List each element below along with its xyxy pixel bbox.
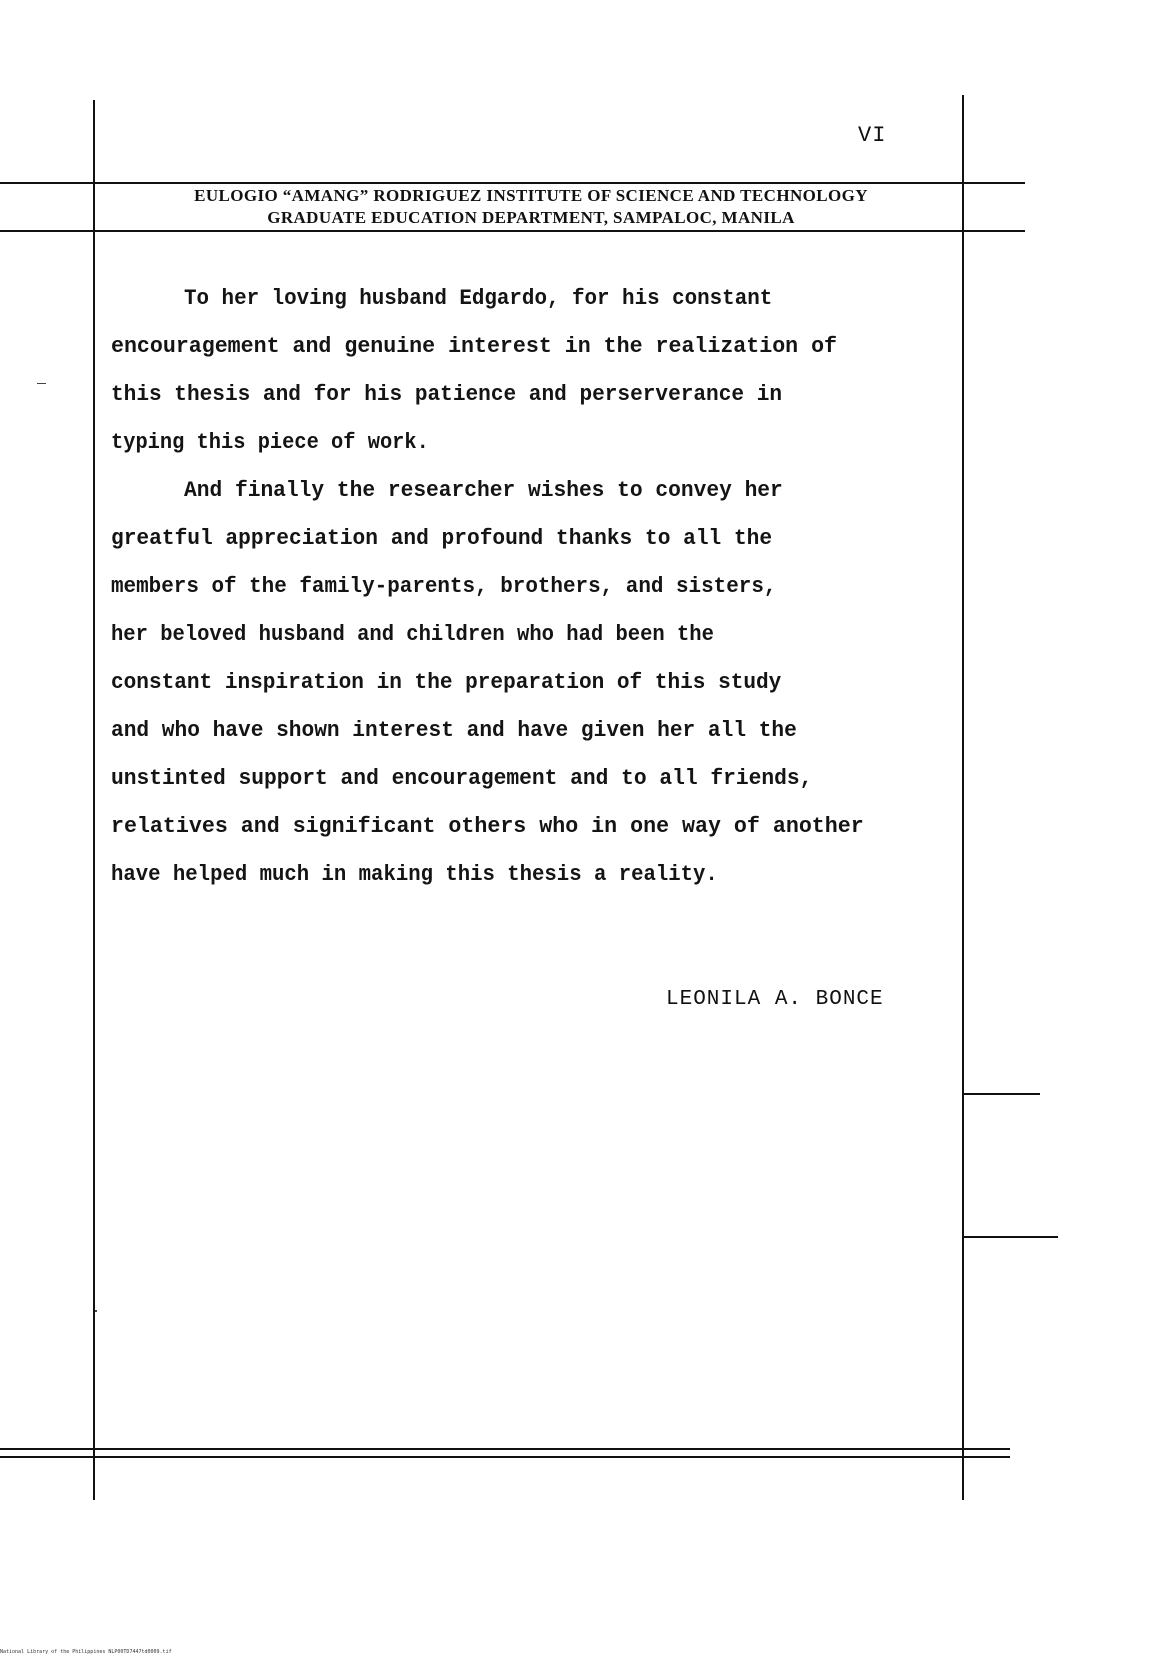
body-line: have helped much in making this thesis a reality. xyxy=(111,862,718,887)
bottom-rule-upper xyxy=(0,1448,1010,1450)
header-top-rule xyxy=(0,182,1025,184)
header-department: GRADUATE EDUCATION DEPARTMENT, SAMPALOC, MANILA xyxy=(267,208,795,227)
body-line: and who have shown interest and have given her all the xyxy=(111,718,797,743)
body-line: this thesis and for his patience and perserverance in xyxy=(111,382,783,407)
bottom-rule-lower xyxy=(0,1456,1010,1458)
body-line: her beloved husband and children who had been the xyxy=(111,622,714,647)
scan-speck xyxy=(37,383,46,384)
body-line: To her loving husband Edgardo, for his constant xyxy=(184,286,773,311)
right-tick-upper xyxy=(962,1093,1040,1095)
body-line: encouragement and genuine interest in the realization of xyxy=(111,334,838,359)
scan-speck xyxy=(95,1310,97,1312)
right-margin-rule xyxy=(962,95,964,1500)
header-institution: EULOGIO “AMANG” RODRIGUEZ INSTITUTE OF SCIENCE AND TECHNOLOGY xyxy=(194,186,868,205)
page-number: VI xyxy=(858,123,887,148)
left-margin-rule xyxy=(93,100,95,1500)
body-line: And finally the researcher wishes to convey her xyxy=(184,478,783,503)
body-line: relatives and significant others who in one way of another xyxy=(111,814,864,839)
body-line: unstinted support and encouragement and to all friends, xyxy=(111,766,813,791)
body-line: typing this piece of work. xyxy=(111,430,429,455)
header-bottom-rule xyxy=(0,230,1025,232)
scan-footer: National Library of the Philippines NLP00TD7447td0009.tif xyxy=(0,1649,172,1655)
body-line: greatful appreciation and profound thanks to all the xyxy=(111,526,773,551)
right-tick-lower xyxy=(962,1236,1058,1238)
body-line: constant inspiration in the preparation of this study xyxy=(111,670,782,695)
author-signature: LEONILA A. BONCE xyxy=(666,988,884,1011)
body-line: members of the family-parents, brothers, and sisters, xyxy=(111,574,777,599)
